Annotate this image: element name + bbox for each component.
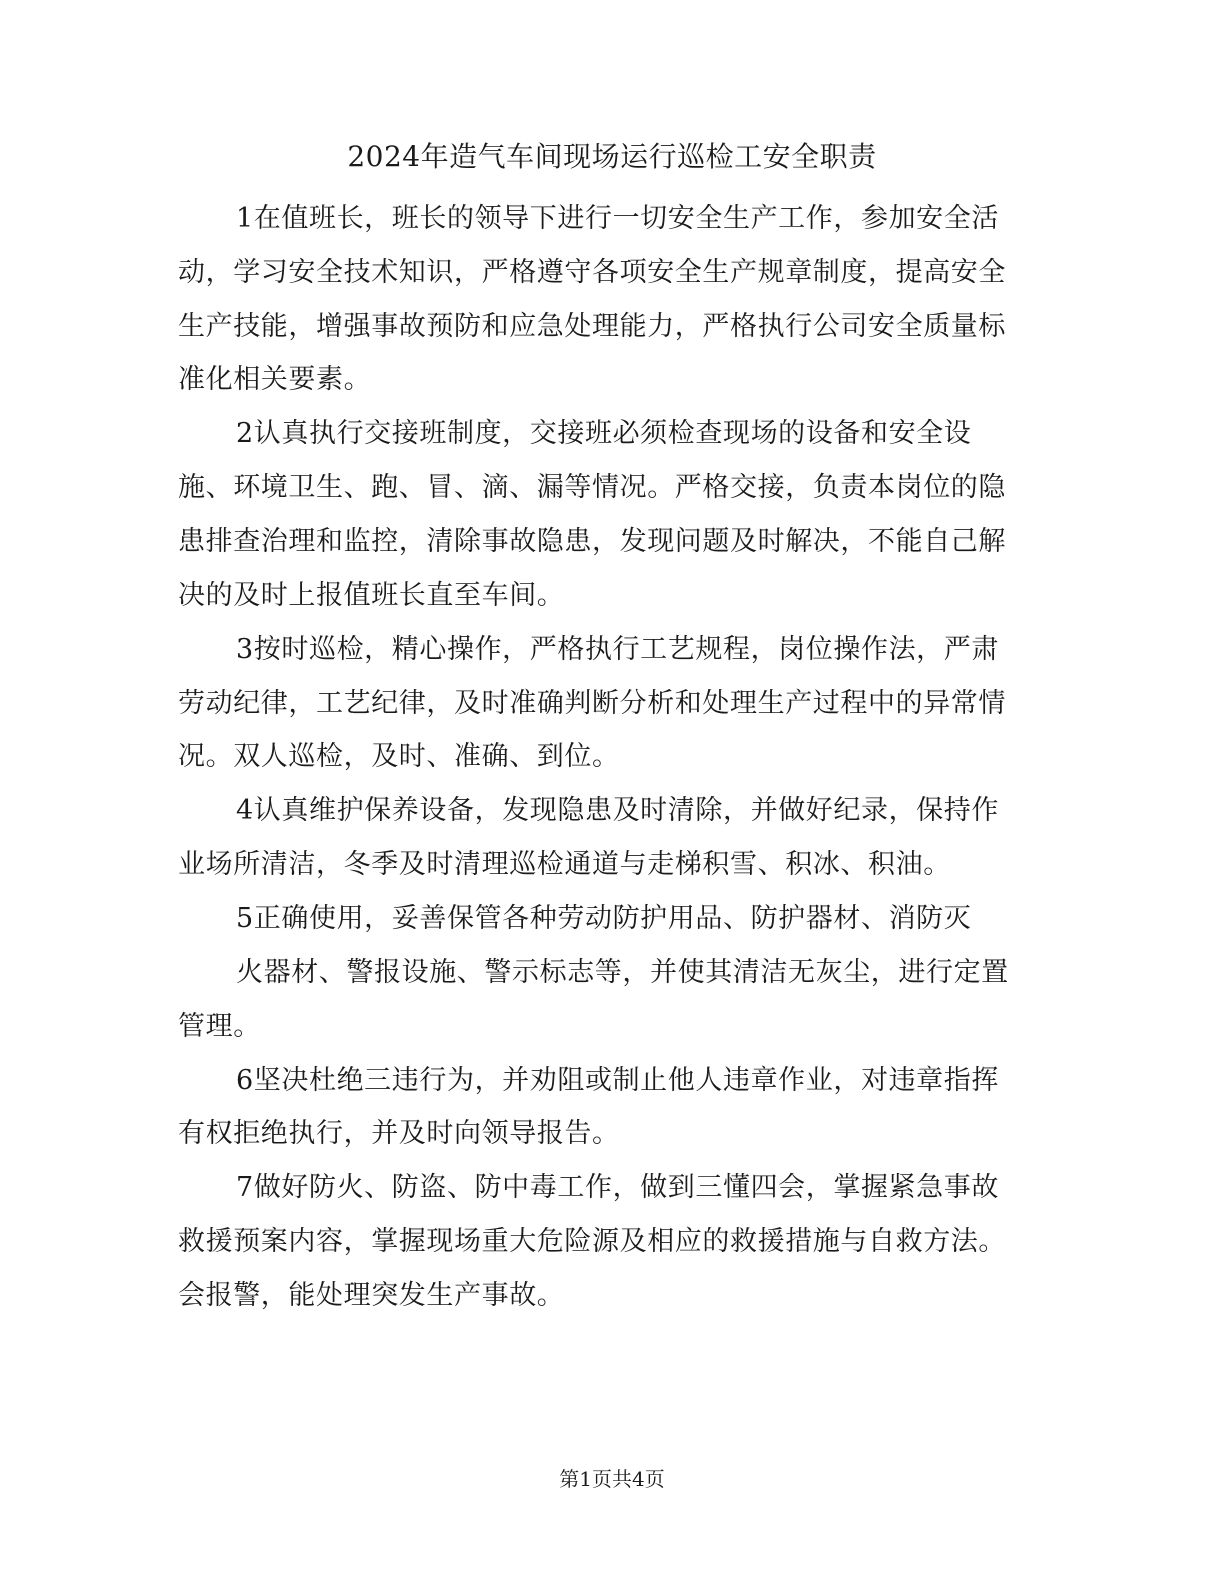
paragraph-5-line-2: 火器材、警报设施、警示标志等，并使其清洁无灰尘，进行定置 [236,957,1009,988]
page-title: 2024年造气车间现场运行巡检工安全职责 [347,140,877,173]
page-number: 第1页共4页 [559,1467,665,1491]
paragraph-4-line-1: 4认真维护保养设备，发现隐患及时清除，并做好纪录，保持作 [236,795,999,826]
paragraph-2-line-2: 施、环境卫生、跑、冒、滴、漏等情况。严格交接，负责本岗位的隐 [178,472,1006,503]
paragraph-2-line-3: 患排查治理和监控，清除事故隐患，发现问题及时解决，不能自己解 [178,526,1006,557]
paragraph-1-line-2: 动，学习安全技术知识，严格遵守各项安全生产规章制度，提高安全 [178,257,1006,288]
paragraph-6-line-2: 有权拒绝执行，并及时向领导报告。 [178,1118,620,1149]
paragraph-2-line-1: 2认真执行交接班制度，交接班必须检查现场的设备和安全设 [236,418,972,449]
paragraph-2-line-4: 决的及时上报值班长直至车间。 [178,580,565,611]
paragraph-6-line-1: 6坚决杜绝三违行为，并劝阻或制止他人违章作业，对违章指挥 [236,1065,999,1096]
paragraph-7-line-1: 7做好防火、防盗、防中毒工作，做到三懂四会，掌握紧急事故 [236,1172,999,1203]
paragraph-7-line-3: 会报警，能处理突发生产事故。 [178,1280,565,1311]
paragraph-3-line-3: 况。双人巡检，及时、准确、到位。 [178,741,620,772]
paragraph-1-line-4: 准化相关要素。 [178,364,372,395]
paragraph-5-line-3: 管理。 [178,1011,261,1042]
paragraph-3-line-1: 3按时巡检，精心操作，严格执行工艺规程，岗位操作法，严肃 [236,634,999,665]
paragraph-5-line-1: 5正确使用，妥善保管各种劳动防护用品、防护器材、消防灭 [236,903,972,934]
paragraph-1-line-3: 生产技能，增强事故预防和应急处理能力，严格执行公司安全质量标 [178,311,1006,342]
paragraph-3-line-2: 劳动纪律，工艺纪律，及时准确判断分析和处理生产过程中的异常情 [178,688,1006,719]
paragraph-4-line-2: 业场所清洁，冬季及时清理巡检通道与走梯积雪、积冰、积油。 [178,849,951,880]
paragraph-1-line-1: 1在值班长，班长的领导下进行一切安全生产工作，参加安全活 [236,203,999,234]
paragraph-7-line-2: 救援预案内容，掌握现场重大危险源及相应的救援措施与自救方法。 [178,1226,1006,1257]
